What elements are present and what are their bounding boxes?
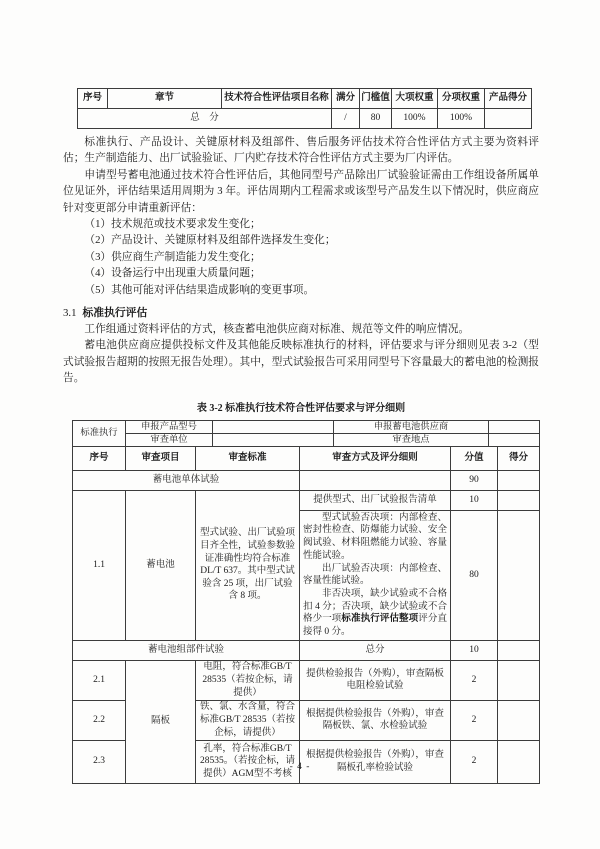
method-paragraph: 型式试验否决项：内部检查、密封性检查、防爆能力试验、安全阀试验、材料阻燃能力试验、容量性能试验。 [303,512,447,561]
method-detail-cell [300,510,451,640]
detail-header-cell: 审查方式及评分细则 [300,446,451,470]
row-standard-cell: 型式试验、出厂试验项目齐全性，试验参数验证准确性均符合标准 DL/T 637。其中型式试验含 25 项，出厂试验含 8 项。 [196,490,300,640]
table-3-2-caption: 表 3-2 标准执行技术符合性评估要求与评分细则 [196,402,406,414]
row-no-cell: 2.1 [73,660,126,700]
method-paragraph: 出厂试验否决项：内部检查、容量性能试验。 [303,563,447,587]
got-cell [498,660,540,700]
detail-header-cell: 审查项目 [126,446,196,470]
row-method-cell: 根据提供检验报告（外购），审查隔板孔率检验试验 [300,740,451,783]
detail-header-cell: 审查标准 [196,446,300,470]
review-place-value-cell [489,433,540,446]
score-cell: 2 [451,660,498,700]
section-score-cell: 90 [451,470,498,490]
product-score-cell [485,109,532,129]
method-paragraph: 非否决项，缺少试验或不合格扣 4 分；否决项，缺少试验或不合格少一项标准执行评估整项评分直接得 0 分。 [303,588,447,638]
section-row-battery-cell-test [73,470,540,490]
model-label-cell: 申报产品型号 [126,420,213,433]
supplier-label-cell: 申报蓄电池供应商 [334,420,489,433]
score-cell: 2 [451,740,498,783]
list-item: （2）产品设计、关键原材料及组部件选择发生变化； [84,234,336,247]
summary-header-cell: 大项权重 [392,89,438,109]
score-cell: 2 [451,700,498,740]
row-item-cell: 隔板 [126,660,196,783]
section-got-cell [498,640,540,660]
group-label-cell: 标准执行 [73,420,126,446]
paragraph-workgroup-review: 工作组通过资料评估的方式，核查蓄电池供应商对标准、规范等文件的响应情况。 [84,323,470,336]
section-title-cell: 蓄电池单体试验 [73,470,300,490]
list-item: （1）技术规范或技术要求发生变化； [84,218,261,231]
section-number: 3.1 [63,307,77,320]
row-no-cell: 2.2 [73,700,126,740]
major-weight-cell: 100% [392,109,438,129]
full-score-cell: / [332,109,360,129]
row-no-cell: 2.3 [73,740,126,783]
row-no-cell: 1.1 [73,490,126,640]
detail-header-row [73,446,540,470]
score-cell: 80 [451,510,498,640]
row-1-1-part1 [73,490,540,510]
review-unit-label-cell: 审查单位 [126,433,213,446]
summary-header-cell: 产品得分 [485,89,532,109]
section-row-battery-component-test [73,640,540,660]
section-method-cell: 总分 [300,640,451,660]
summary-header-row [78,89,532,109]
section-method-cell [300,470,451,490]
review-unit-value-cell [213,433,334,446]
section-score-cell: 10 [451,640,498,660]
row-method-cell: 提供检验报告（外购），审查隔板电阻检验试验 [300,660,451,700]
info-row-2 [73,433,540,446]
supplier-value-cell [489,420,540,433]
table-3-2-info [72,420,540,447]
score-cell: 10 [451,490,498,510]
table-3-2-main [72,446,540,784]
summary-header-cell: 序号 [78,89,108,109]
row-2-1 [73,660,540,700]
summary-header-cell: 门槛值 [360,89,392,109]
row-method-cell: 根据提供检验报告（外购），审查隔板铁、氯、水检验试验 [300,700,451,740]
paragraph-reevaluation-rule: 申请型号蓄电池通过技术符合性评估后，其他同型号产品除出厂试验验证需由工作组设备所属单位见证外，评估结果适用周期为 3 年。评估周期内工程需求或该型号产品发生以下情况时，供应商应针对变更部分申请重新评估： [63,168,539,214]
section-title: 标准执行评估 [82,307,148,320]
row-standard-cell: 电阻，符合标准GB/T 28535（若按企标，请提供） [196,660,300,700]
summary-total-row [78,109,532,129]
model-value-cell [213,420,334,433]
bold-zero-score-clause: 标准执行评估整项 [341,614,419,625]
paragraph-bid-documents: 蓄电池供应商应提供投标文件及其他能反映标准执行的材料，评估要求与评分细则见表 3-2（型式试验报告超期的按照无报告处理）。其中，型式试验报告可采用同型号下容量最大的蓄电池的检测报告。 [63,339,539,385]
paragraph-evaluation-methods: 标准执行、产品设计、关键原材料及组部件、售后服务评估技术符合性评估方式主要为资料评估；生产制造能力、出厂试验验证、厂内贮存技术符合性评估方式主要为厂内评估。 [63,136,539,165]
row-standard-cell: 孔率，符合标准GB/T 28535。（若按企标，请提供）AGM型不考核 [196,740,300,783]
review-place-label-cell: 审查地点 [334,433,489,446]
table-3-2 [72,420,539,784]
summary-header-cell: 分项权重 [438,89,485,109]
page-number: - 4 - [289,762,311,772]
change-conditions-list [63,216,539,298]
detail-header-cell: 序号 [73,446,126,470]
summary-header-cell: 章节 [108,89,222,109]
summary-header-cell: 满分 [332,89,360,109]
list-item: （4）设备运行中出现重大质量问题； [84,267,261,280]
row-standard-cell: 铁、氯、水含量，符合标准GB/T 28535（若按企标，请提供） [196,700,300,740]
got-cell [498,510,540,640]
list-item: （3）供应商生产制造能力发生变化； [84,250,261,263]
section-heading-3-1 [63,305,539,321]
total-label-cell: 总 分 [78,109,332,129]
method-report-list-cell: 提供型式、出厂试验报告清单 [300,490,451,510]
summary-header-cell: 技术符合性评估项目名称 [222,89,332,109]
got-cell [498,700,540,740]
detail-header-cell: 分值 [451,446,498,470]
list-item: （5）其他可能对评估结果造成影响的变更事项。 [84,283,315,296]
threshold-cell: 80 [360,109,392,129]
got-cell [498,490,540,510]
detail-header-cell: 得分 [498,446,540,470]
summary-score-table [77,88,532,129]
info-row-1 [73,420,540,433]
sub-weight-cell: 100% [438,109,485,129]
row-item-cell: 蓄电池 [126,490,196,640]
section-got-cell [498,470,540,490]
section-title-cell: 蓄电池组部件试验 [73,640,300,660]
